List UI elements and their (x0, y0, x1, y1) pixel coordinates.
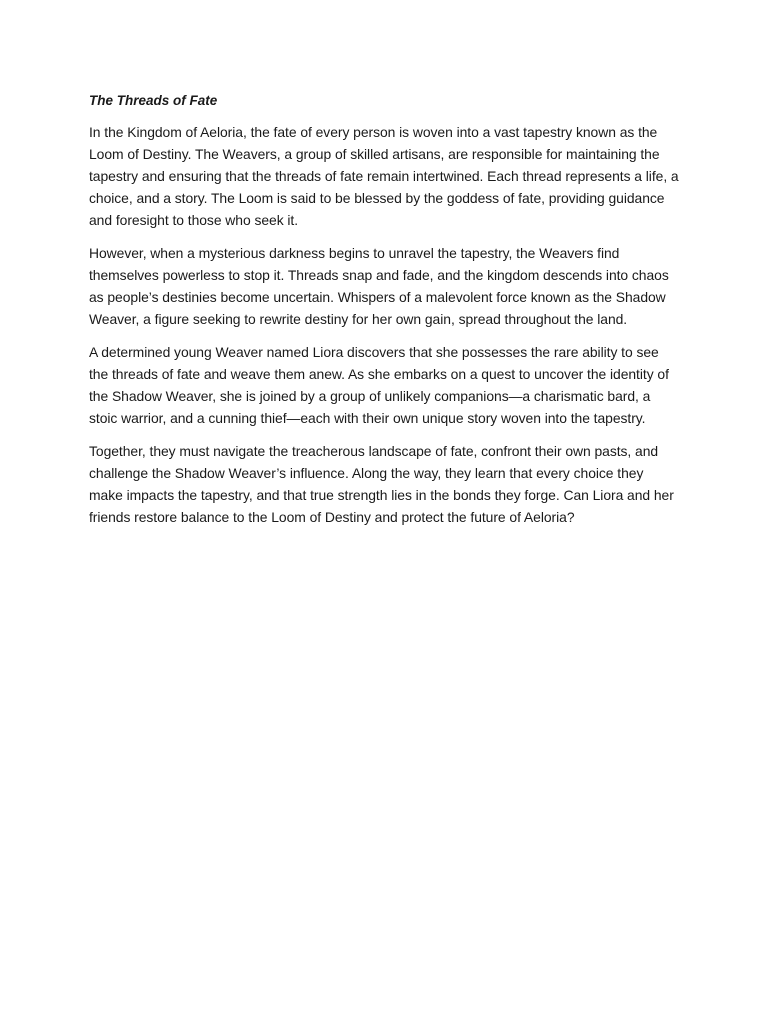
paragraph-2: However, when a mysterious darkness begins to unravel the tapestry, the Weavers find themselves powerless to stop it. Threads snap and fade, and the kingdom descends into chaos as people’s destinies become uncertain. Whispers of a malevolent force known as the Shadow Weaver, a figure seeking to rewrite destiny for her own gain, spread throughout the land. (89, 245, 669, 327)
paragraph-4: Together, they must navigate the treacherous landscape of fate, confront their own pasts, and challenge the Shadow Weaver’s influence. Along the way, they learn that every choice they make impacts the tapestry, and that true strength lies in the bonds they forge. Can Liora and her friends restore balance to the Loom of Destiny and protect the future of Aeloria? (89, 443, 674, 525)
paragraph-3: A determined young Weaver named Liora discovers that she possesses the rare ability to see the threads of fate and weave them anew. As she embarks on a quest to uncover the identity of the Shadow Weaver, she is joined by a group of unlikely companions—a charismatic bard, a stoic warrior, and a cunning thief—each with their own unique story woven into the tapestry. (89, 344, 669, 426)
document-page (89, 90, 679, 539)
paragraph-1: In the Kingdom of Aeloria, the fate of every person is woven into a vast tapestry known as the Loom of Destiny. The Weavers, a group of skilled artisans, are responsible for maintaining the tapestry and ensuring that the threads of fate remain intertwined. Each thread represents a life, a choice, and a story. The Loom is said to be blessed by the goddess of fate, providing guidance and foresight to those who seek it. (89, 124, 679, 228)
document-title: The Threads of Fate (89, 93, 218, 108)
